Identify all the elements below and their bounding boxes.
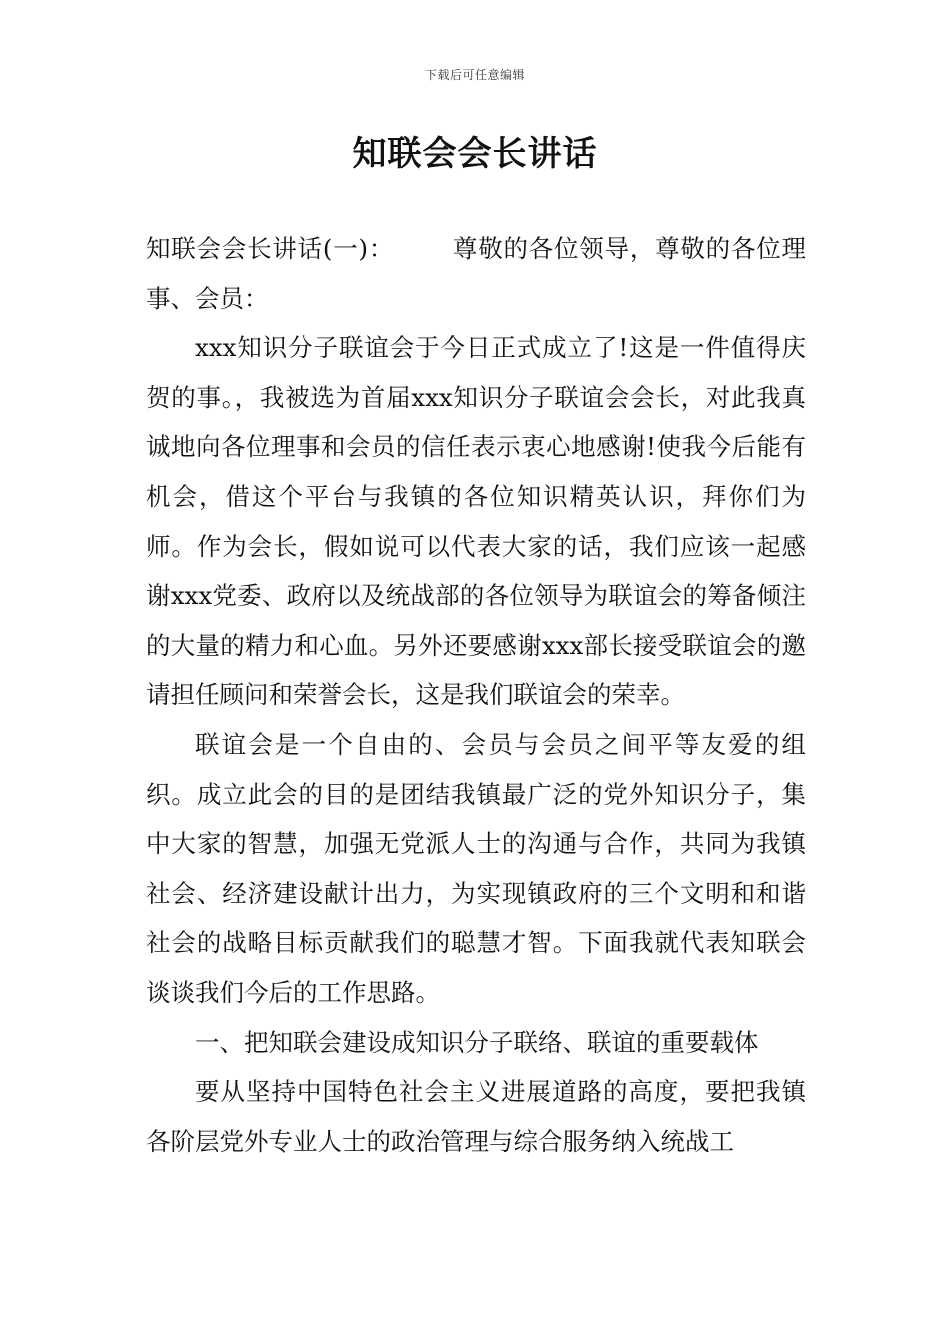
salutation: 尊敬的各位领导，尊敬的各位理事、会员： [146, 234, 807, 313]
paragraph-founding: xxx知识分子联谊会于今日正式成立了!这是一件值得庆贺的事。，我被选为首届xxx知识分子联谊会会长，对此我真诚地向各位理事和会员的信任表示衷心地感谢!使我今后能有机会，借这个平台与我镇的各位知识精英认识，拜你们为师。作为会长，假如说可以代表大家的话，我们应该一起感谢xxx党委、政府以及统战部的各位领导为联谊会的筹备倾注的大量的精力和心血。另外还要感谢xxx部长接受联谊会的邀请担任顾问和荣誉会长，这是我们联谊会的荣幸。 [146, 333, 806, 710]
paragraph-section-1: 要从坚持中国特色社会主义进展道路的高度，要把我镇各阶层党外专业人士的政治管理与综合服务纳入统战工 [146, 1077, 806, 1156]
opening-paragraph [146, 224, 806, 323]
opening-label: 知联会会长讲话(一)： [146, 234, 395, 263]
document-title: 知联会会长讲话 [352, 134, 598, 174]
section-heading-1: 一、把知联会建设成知识分子联络、联谊的重要载体 [195, 1027, 759, 1057]
document-body [146, 224, 806, 1166]
header-note: 下载后可任意编辑 [424, 68, 525, 82]
paragraph-purpose: 联谊会是一个自由的、会员与会员之间平等友爱的组织。成立此会的目的是团结我镇最广泛的党外知识分子，集中大家的智慧，加强无党派人士的沟通与合作，共同为我镇社会、经济建设献计出力，为实现镇政府的三个文明和和谐社会的战略目标贡献我们的聪慧才智。下面我就代表知联会谈谈我们今后的工作思路。 [146, 729, 806, 1007]
